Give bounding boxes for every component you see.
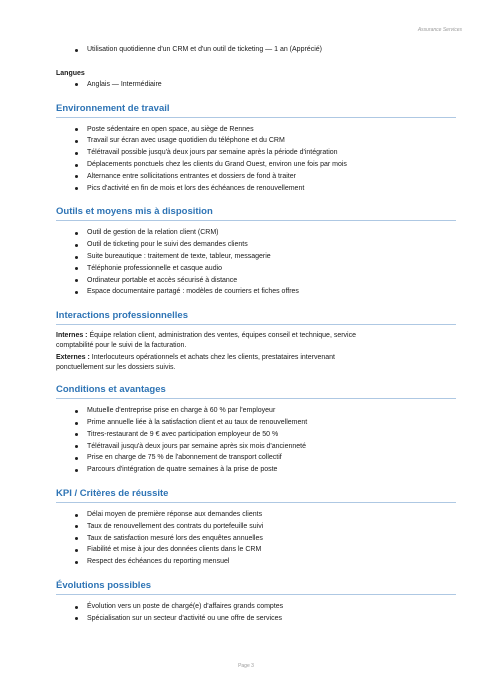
list-item: Parcours d'intégration de quatre semaines à la prise de poste [56,464,456,476]
top-list [56,44,456,56]
list-item: Prise en charge de 75 % de l'abonnement de transport collectif [56,452,456,464]
list-item: Fiabilité et mise à jour des données clients dans le CRM [56,544,456,556]
list-item: Alternance entre sollicitations entrantes et dossiers de fond à traiter [56,171,456,183]
section-title-evolutions: Évolutions possibles [56,580,456,595]
list-item: Mutuelle d'entreprise prise en charge à 60 % par l'employeur [56,405,456,417]
externes-label: Externes : [56,354,90,362]
header-company: Assurance Services [417,27,462,33]
conditions-list [56,405,456,476]
environnement-list [56,124,456,195]
list-item: Téléphonie professionnelle et casque audio [56,263,456,275]
interactions-externes [56,353,456,372]
internes-label: Internes : [56,332,88,340]
page-content [56,44,456,625]
externes-line2: ponctuellement sur les dossiers suivis. [56,363,176,371]
list-item: Ordinateur portable et accès sécurisé à distance [56,275,456,287]
interactions-internes [56,331,456,350]
list-item: Pics d'activité en fin de mois et lors des échéances de renouvellement [56,183,456,195]
list-item: Poste sédentaire en open space, au siège de Rennes [56,124,456,136]
list-item: Espace documentaire partagé : modèles de courriers et fiches offres [56,286,456,298]
list-item: Taux de satisfaction mesuré lors des enquêtes annuelles [56,533,456,545]
list-item: Outil de ticketing pour le suivi des demandes clients [56,239,456,251]
list-item: Spécialisation sur un secteur d'activité ou une offre de services [56,613,456,625]
internes-line2: comptabilité pour le suivi de la facturation. [56,341,187,349]
section-title-environnement: Environnement de travail [56,103,456,118]
list-item: Délai moyen de première réponse aux demandes clients [56,509,456,521]
list-item: Outil de gestion de la relation client (CRM) [56,227,456,239]
langues-list [56,79,456,91]
list-item: Travail sur écran avec usage quotidien du téléphone et du CRM [56,135,456,147]
list-item: Télétravail possible jusqu'à deux jours par semaine après la période d'intégration [56,147,456,159]
list-item: Suite bureautique : traitement de texte, tableur, messagerie [56,251,456,263]
list-item: Utilisation quotidienne d'un CRM et d'un outil de ticketing — 1 an (Apprécié) [56,44,456,56]
list-item: Titres-restaurant de 9 € avec participation employeur de 50 % [56,429,456,441]
section-title-interactions: Interactions professionnelles [56,310,456,325]
list-item: Anglais — Intermédiaire [56,79,456,91]
list-item: Télétravail jusqu'à deux jours par semaine après six mois d'ancienneté [56,441,456,453]
list-item: Évolution vers un poste de chargé(e) d'affaires grands comptes [56,601,456,613]
list-item: Taux de renouvellement des contrats du portefeuille suivi [56,521,456,533]
kpi-list [56,509,456,568]
outils-list [56,227,456,298]
evolutions-list [56,601,456,625]
section-title-conditions: Conditions et avantages [56,384,456,399]
section-title-outils: Outils et moyens mis à disposition [56,206,456,221]
list-item: Déplacements ponctuels chez les clients du Grand Ouest, environ une fois par mois [56,159,456,171]
list-item: Prime annuelle liée à la satisfaction client et au taux de renouvellement [56,417,456,429]
externes-line1: Interlocuteurs opérationnels et achats chez les clients, prestataires intervenant [89,354,335,362]
list-item: Respect des échéances du reporting mensuel [56,556,456,568]
langues-label: Langues [56,69,85,77]
page-number: Page 3 [238,663,254,669]
section-title-kpi: KPI / Critères de réussite [56,488,456,503]
internes-line1: Équipe relation client, administration des ventes, équipes conseil et technique, service [87,332,357,340]
